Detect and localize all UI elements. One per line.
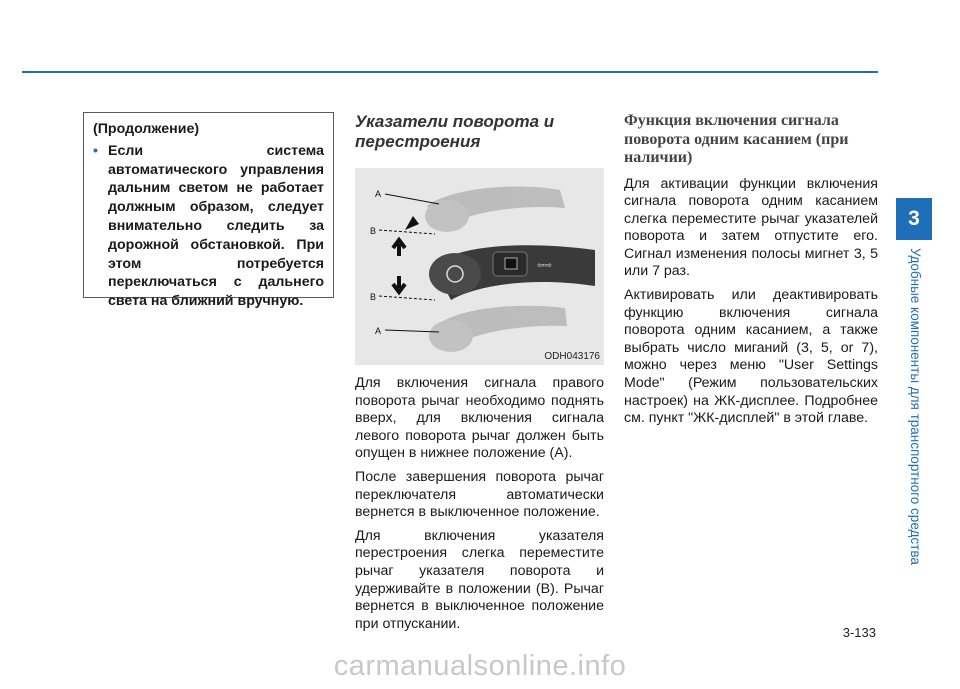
- feature-paragraph: Активировать или деактивировать функцию включения сигнала поворота одним касанием, а также выбрать число миганий (3, 5, or 7), можно через меню "User Settings Mode" (Режим пользовательских настроек) на ЖК-дисплее. Подробнее см. пункт "ЖК-дисплей" в этой главе.: [624, 287, 878, 427]
- bullet-dot-icon: •: [93, 142, 98, 159]
- figure-code: ODH043176: [544, 351, 600, 362]
- figure-label-a-top: A: [375, 189, 382, 199]
- feature-paragraph: Для активации функции включения сигнала поворота одним касанием слегка переместите рычаг указателей поворота и затем отпустите его. Сигнал изменения полосы мигнет 3, 5 или 7 раз.: [624, 175, 878, 280]
- top-rule: [22, 71, 878, 73]
- section-paragraph: Для включения указателя перестроения слегка переместите рычаг указателя поворота и удерживайте в положении (B). Рычаг вернется в выключенное положение при отпускании.: [355, 527, 604, 632]
- lever-illustration: [355, 168, 604, 365]
- note-bullet-item: [93, 142, 324, 311]
- feature-title: Функция включения сигнала поворота одним касанием (при наличии): [624, 112, 849, 166]
- chapter-side-title: Удобные компоненты для транспортного средства: [908, 248, 923, 565]
- chapter-tab: 3: [896, 198, 932, 240]
- note-title: (Продолжение): [93, 121, 200, 137]
- section-title: Указатели поворота и перестроения: [355, 112, 555, 151]
- section-paragraph: Для включения сигнала правого поворота рычаг необходимо поднять вверх, для включения сигнала левого поворота рычаг должен быть опущен в нижнее положение (А).: [355, 375, 604, 462]
- turn-signal-section: [355, 112, 604, 639]
- figure-label-b-bottom: B: [370, 292, 377, 302]
- figure-label-b-top: B: [370, 226, 377, 236]
- figure-label-a-bottom: A: [375, 326, 382, 336]
- continuation-note: [83, 112, 334, 310]
- note-bullet-text: Если система автоматического управления дальним светом не работает должным образом, следует внимательно следить за дорожной обстановкой. При этом потребуется переключаться с дальнего света на ближний вручную.: [108, 142, 324, 310]
- turn-signal-lever-figure: [355, 168, 604, 365]
- svg-text:⇦⇨: ⇦⇨: [537, 260, 553, 270]
- page-number: 3-133: [842, 625, 876, 640]
- section-paragraph: После завершения поворота рычаг переключателя автоматически вернется в выключенное положение.: [355, 468, 604, 521]
- watermark: carmanualsonline.info: [333, 650, 627, 682]
- one-touch-section: [624, 112, 878, 434]
